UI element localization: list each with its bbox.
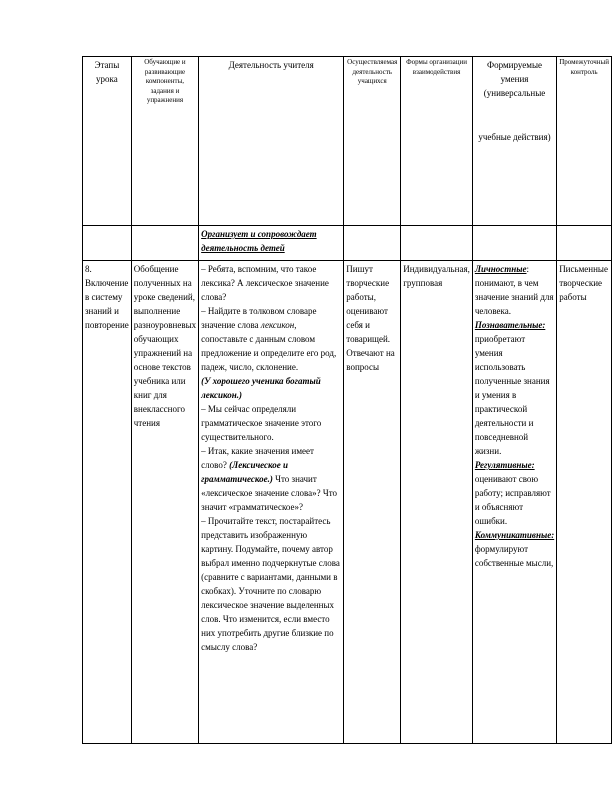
header-skills xyxy=(472,57,556,226)
teacher-text-2b: лексикон xyxy=(260,320,295,330)
teacher-text-3: (У хорошего ученика богатый лексикон.) xyxy=(201,376,321,400)
header-skills-top: Формируемые умения (универсальные xyxy=(483,60,546,98)
teacher-text-2 xyxy=(201,304,341,374)
header-skills-bottom: учебные действия) xyxy=(478,132,551,142)
teacher-text-2a: – Найдите в толковом словаре значение слова xyxy=(201,306,317,330)
note-cell-empty-4 xyxy=(401,226,473,261)
note-cell-empty-5 xyxy=(472,226,556,261)
teacher-text-5c: Что значит «лексическое значение слова»? Что значит «грамматическое»? xyxy=(201,474,338,512)
header-row xyxy=(83,57,612,226)
stage-row xyxy=(83,261,612,744)
stage-name: 8. Включение в систему знаний и повторение xyxy=(83,261,132,744)
teacher-text-5 xyxy=(201,444,341,514)
teacher-text-6: – Прочитайте текст, постарайтесь представить изображенную картину. Подумайте, почему автор выбрал именно подчеркнутые слова (сравните с вариантами, данными в скобках). Уточните по словарю лексическое значение выделенных слов. Что изменится, если вместо них употребить другие близкие по смыслу слова? xyxy=(201,516,340,652)
skills-personal xyxy=(475,262,554,318)
intermediate-control: Письменные творческие работы xyxy=(557,261,612,744)
header-teacher-activity: Деятельность учителя xyxy=(199,57,344,226)
stage-components: Обобщение полученных на уроке сведений, выполнение разноуровневых обучающих упражнений на основе текстов учебника или книг для внеклассного чтения xyxy=(131,261,198,744)
note-cell-empty-6 xyxy=(557,226,612,261)
interaction-forms: Индивидуальная, групповая xyxy=(401,261,473,744)
note-row xyxy=(83,226,612,261)
teacher-text-1: – Ребята, вспомним, что такое лексика? А лексическое значение слова? xyxy=(201,264,329,302)
lesson-plan-table xyxy=(82,56,612,744)
skills-regulative xyxy=(475,458,554,528)
skills-personal-label: Личностные xyxy=(474,264,527,274)
skills-regulative-text: оценивают свою работу; исправляют и объясняют ошибки. xyxy=(474,474,551,526)
header-stages: Этапы урока xyxy=(83,57,132,226)
teacher-text-4: – Мы сейчас определяли грамматическое значение этого существительного. xyxy=(201,404,322,442)
skills-regulative-label: Регулятивные: xyxy=(474,460,535,470)
skills-communicative-label: Коммуникативные: xyxy=(474,530,555,540)
student-activity: Пишут творческие работы, оценивают себя и товарищей. Отвечают на вопросы xyxy=(344,261,401,744)
teacher-text-5a: – Итак, какие значения имеет слово? xyxy=(201,446,314,470)
note-cell-empty-3 xyxy=(344,226,401,261)
skills xyxy=(472,261,556,744)
skills-cognitive-text: приобретают умения использовать полученные знания и умения в практической деятельности и повседневной жизни. xyxy=(474,334,550,456)
header-components: Обучающие и развивающие компоненты, задания и упражнения xyxy=(131,57,198,226)
header-student-activity: Осуществляемая деятельность учащихся xyxy=(344,57,401,226)
header-interaction-forms: Формы организации взаимодействия xyxy=(401,57,473,226)
skills-communicative-text: формулируют собственные мысли, xyxy=(474,544,554,568)
teacher-text-5b: (Лексическое и грамматическое.) xyxy=(201,460,289,484)
teacher-text-2c: , сопоставьте с данным словом предложение и определите его род, падеж, число, склонение. xyxy=(201,320,337,372)
note-cell-empty-1 xyxy=(83,226,132,261)
skills-personal-text: : понимают, в чем значение знаний для человека. xyxy=(474,264,554,316)
teacher-activity xyxy=(199,261,344,744)
teacher-note: Организует и сопровождает деятельность детей xyxy=(199,226,344,261)
header-control: Промежуточный контроль xyxy=(557,57,612,226)
skills-cognitive-label: Познавательные: xyxy=(474,320,546,330)
note-cell-empty-2 xyxy=(131,226,198,261)
